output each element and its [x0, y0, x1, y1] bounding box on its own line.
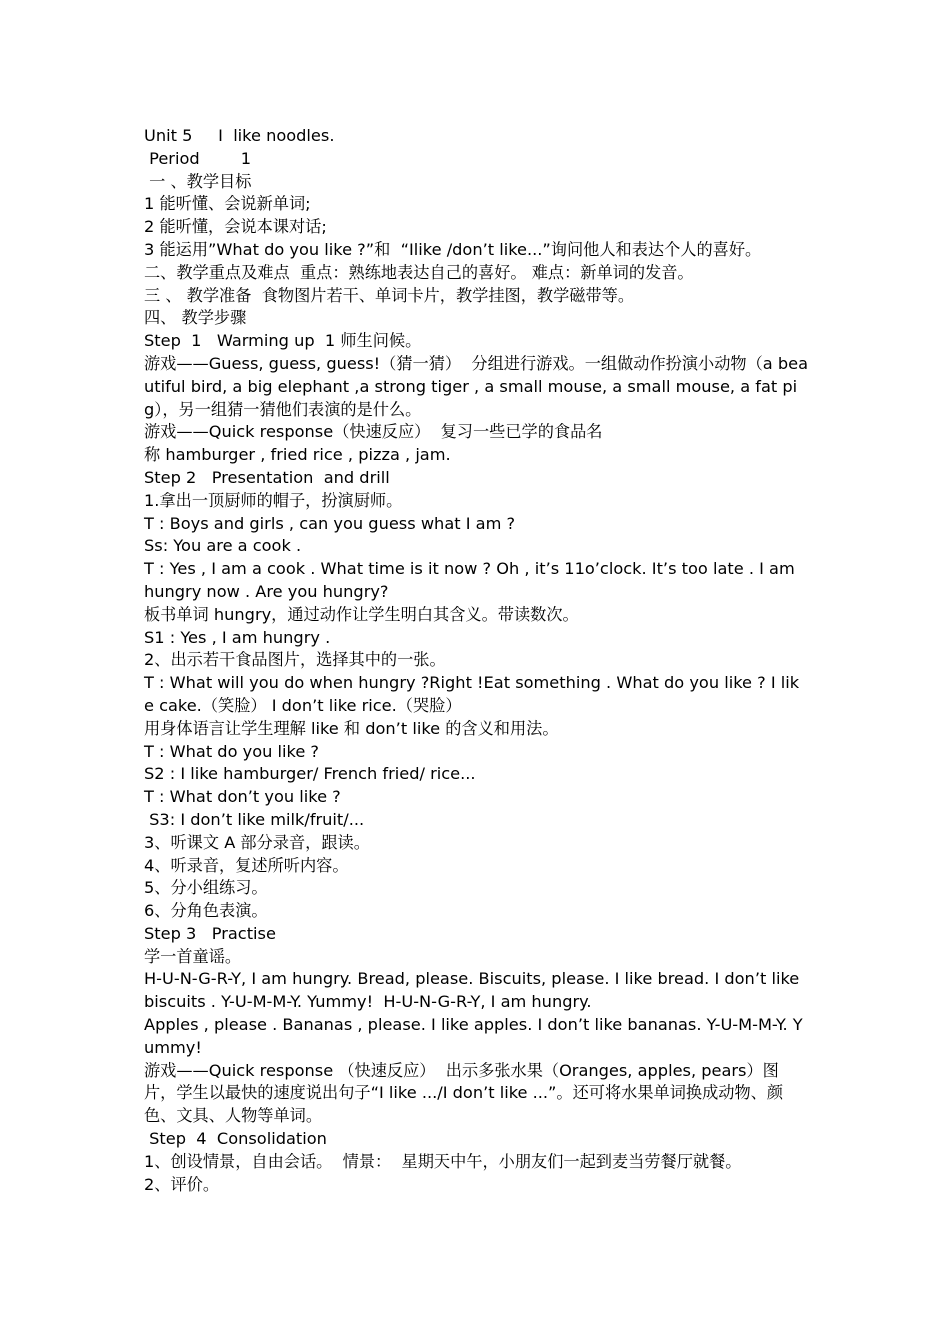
document-body: [144, 125, 808, 1196]
text-line: Ss: You are a cook .: [144, 536, 302, 556]
text-line: 称 hamburger , fried rice , pizza , jam.: [144, 445, 451, 465]
text-line: 学一首童谣。: [144, 946, 242, 966]
text-line: 6、分角色表演。: [144, 901, 268, 921]
text-line: 游戏——Guess, guess, guess!（猜一猜） 分组进行游戏。一组做动作扮演小动物（a beautiful bird, a big elephant ,a strong tiger , a small mouse, a small mouse, a fat pig），另一组猜一猜他们表演的是什么。: [144, 353, 808, 419]
text-line: Step 2 Presentation and drill: [144, 467, 390, 487]
text-line: 2、出示若干食品图片，选择其中的一张。: [144, 650, 446, 670]
text-line: 游戏——Quick response（快速反应） 复习一些已学的食品名: [144, 422, 603, 442]
text-line: 1 能听懂、会说新单词;: [144, 194, 311, 214]
text-line: T : Boys and girls , can you guess what I am ?: [144, 513, 516, 533]
text-line: Step 3 Practise: [144, 923, 276, 943]
text-line: Unit 5 I like noodles.: [144, 126, 335, 145]
text-line: 一 、教学目标: [144, 171, 252, 191]
text-line: Step 4 Consolidation: [144, 1129, 327, 1149]
text-line: Step 1 Warming up 1 师生问候。: [144, 331, 422, 351]
text-line: H-U-N-G-R-Y, I am hungry. Bread, please. Biscuits, please. I like bread. I don’t like biscuits . Y-U-M-M-Y. Yummy! H-U-N-G-R-Y, I am hungry.: [144, 969, 805, 1012]
text-line: 4、听录音，复述所听内容。: [144, 855, 349, 875]
text-line: 游戏——Quick response （快速反应） 出示多张水果（Oranges, apples, pears）图片，学生以最快的速度说出句子“I like .../I don’t like ...”。还可将水果单词换成动物、颜色、文具、人物等单词。: [144, 1060, 784, 1126]
text-line: T : What don’t you like ?: [144, 787, 341, 807]
text-line: S1 : Yes , I am hungry .: [144, 627, 331, 647]
text-line: T : What do you like ?: [144, 741, 320, 761]
text-line: T : What will you do when hungry ?Right !Eat something . What do you like ? I like cake.（笑脸） I don’t like rice.（哭脸）: [144, 673, 800, 715]
text-line: 三 、 教学准备 食物图片若干、单词卡片，教学挂图，教学磁带等。: [144, 285, 635, 305]
text-line: 1.拿出一顶厨师的帽子，扮演厨师。: [144, 490, 403, 510]
text-line: 5、分小组练习。: [144, 878, 268, 898]
text-line: 1、创设情景，自由会话。 情景： 星期天中午，小朋友们一起到麦当劳餐厅就餐。: [144, 1151, 742, 1171]
text-line: S3: I don’t like milk/fruit/...: [144, 809, 365, 829]
text-line: 3、听课文 A 部分录音，跟读。: [144, 832, 370, 852]
text-line: 3 能运用”What do you like ?”和 “Ilike /don’t like...”询问他人和表达个人的喜好。: [144, 239, 762, 259]
text-line: Apples , please . Bananas , please. I like apples. I don’t like bananas. Y-U-M-M-Y. Yummy!: [144, 1015, 803, 1057]
text-line: Period 1: [144, 148, 252, 168]
text-line: 用身体语言让学生理解 like 和 don’t like 的含义和用法。: [144, 718, 559, 738]
text-line: 2 能听懂，会说本课对话;: [144, 217, 327, 237]
text-line: 2、评价。: [144, 1174, 220, 1194]
text-line: 二、教学重点及难点 重点：熟练地表达自己的喜好。 难点：新单词的发音。: [144, 262, 694, 282]
text-line: T : Yes , I am a cook . What time is it now ? Oh , it’s 11o’clock. It’s too late . I am hungry now . Are you hungry?: [144, 559, 800, 601]
text-line: 四、 教学步骤: [144, 308, 247, 328]
text-line: S2 : I like hamburger/ French fried/ rice...: [144, 764, 476, 784]
text-line: 板书单词 hungry，通过动作让学生明白其含义。带读数次。: [144, 604, 579, 624]
